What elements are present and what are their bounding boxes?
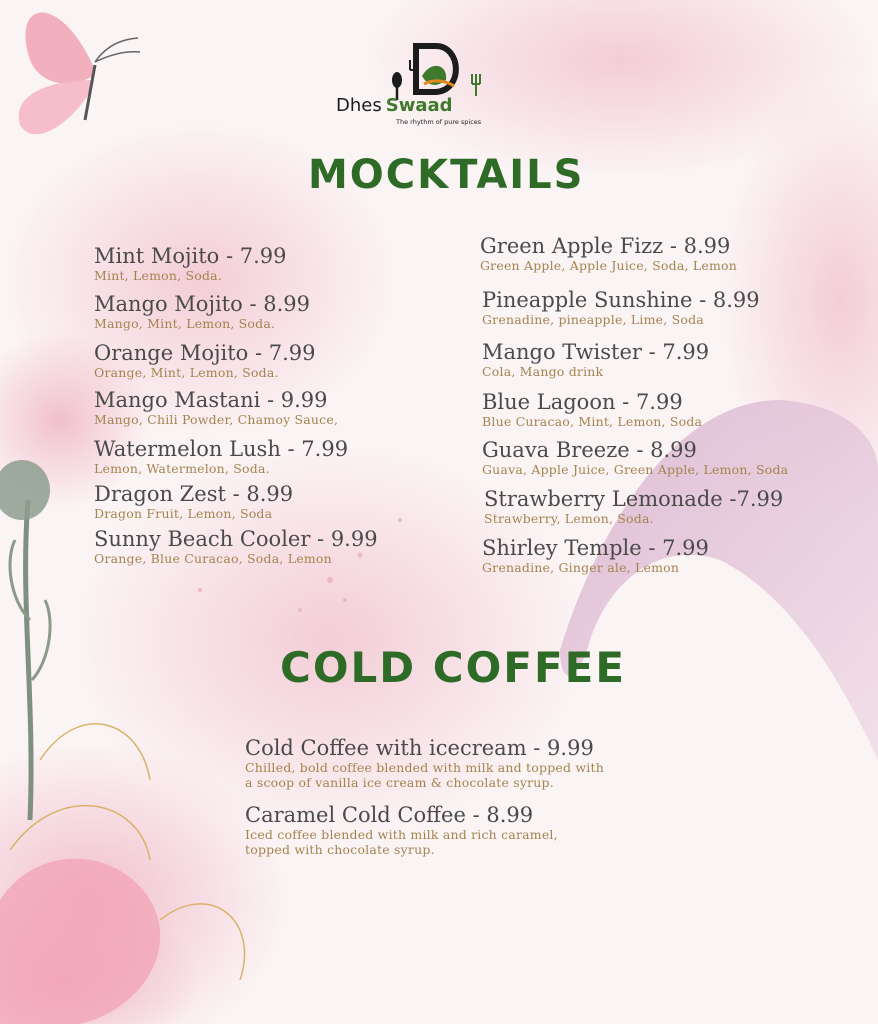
item-description: Iced coffee blended with milk and rich caramel, topped with chocolate syrup. xyxy=(245,827,558,857)
menu-item xyxy=(484,487,783,526)
mocktails-title: MOCKTAILS xyxy=(308,152,585,198)
item-name: Caramel Cold Coffee - 8.99 xyxy=(245,803,534,827)
menu-item xyxy=(482,340,709,379)
menu-item xyxy=(94,244,287,283)
logo-d-icon xyxy=(336,40,496,100)
item-description: Blue Curacao, Mint, Lemon, Soda xyxy=(482,414,703,429)
item-description: Grenadine, pineapple, Lime, Soda xyxy=(482,312,704,327)
item-description: Mango, Chili Powder, Chamoy Sauce, xyxy=(94,412,339,427)
menu-item xyxy=(94,388,338,427)
item-name: Pineapple Sunshine - 8.99 xyxy=(482,288,760,312)
menu-item xyxy=(482,390,702,429)
menu-item xyxy=(94,527,378,566)
item-description: Orange, Mint, Lemon, Soda. xyxy=(94,365,279,380)
item-description: Orange, Blue Curacao, Soda, Lemon xyxy=(94,551,332,566)
item-description: Dragon Fruit, Lemon, Soda xyxy=(94,506,273,521)
item-name: Strawberry Lemonade -7.99 xyxy=(484,487,784,511)
item-name: Mango Twister - 7.99 xyxy=(482,340,710,364)
menu-item xyxy=(94,341,316,380)
item-name: Blue Lagoon - 7.99 xyxy=(482,390,683,414)
item-description: Lemon, Watermelon, Soda. xyxy=(94,461,270,476)
brand-logo xyxy=(336,40,496,135)
menu-item xyxy=(482,536,709,575)
menu-item xyxy=(94,292,310,331)
item-name: Green Apple Fizz - 8.99 xyxy=(480,234,731,258)
item-name: Dragon Zest - 8.99 xyxy=(94,482,294,506)
menu-item xyxy=(482,438,788,477)
menu-item xyxy=(480,234,737,273)
butterfly-icon xyxy=(19,13,140,135)
menu-item xyxy=(94,437,348,476)
brand-tagline: The rhythm of pure spices xyxy=(396,118,482,126)
item-name: Sunny Beach Cooler - 9.99 xyxy=(94,527,378,551)
brand-name-part1: Dhes xyxy=(336,95,382,116)
item-name: Watermelon Lush - 7.99 xyxy=(94,437,349,461)
item-description: Cola, Mango drink xyxy=(482,364,604,379)
item-name: Mango Mojito - 8.99 xyxy=(94,292,310,316)
item-name: Cold Coffee with icecream - 9.99 xyxy=(245,736,594,760)
menu-item xyxy=(94,482,293,521)
menu-item xyxy=(245,736,605,790)
menu-item xyxy=(482,288,760,327)
item-name: Shirley Temple - 7.99 xyxy=(482,536,709,560)
item-name: Orange Mojito - 7.99 xyxy=(94,341,316,365)
item-description: Mint, Lemon, Soda. xyxy=(94,268,223,283)
cold-coffee-title: COLD COFFEE xyxy=(280,643,627,692)
item-description: Mango, Mint, Lemon, Soda. xyxy=(94,316,276,331)
item-description: Guava, Apple Juice, Green Apple, Lemon, Soda xyxy=(482,462,789,477)
item-name: Guava Breeze - 8.99 xyxy=(482,438,697,462)
menu-item xyxy=(245,803,605,857)
item-name: Mint Mojito - 7.99 xyxy=(94,244,287,268)
brand-name-part2: Swaad xyxy=(385,95,453,116)
item-name: Mango Mastani - 9.99 xyxy=(94,388,328,412)
item-description: Strawberry, Lemon, Soda. xyxy=(484,511,654,526)
item-description: Grenadine, Ginger ale, Lemon xyxy=(482,560,680,575)
item-description: Green Apple, Apple Juice, Soda, Lemon xyxy=(480,258,737,273)
brand-name xyxy=(336,95,453,116)
item-description: Chilled, bold coffee blended with milk and topped with a scoop of vanilla ice cream & chocolate syrup. xyxy=(245,760,604,790)
